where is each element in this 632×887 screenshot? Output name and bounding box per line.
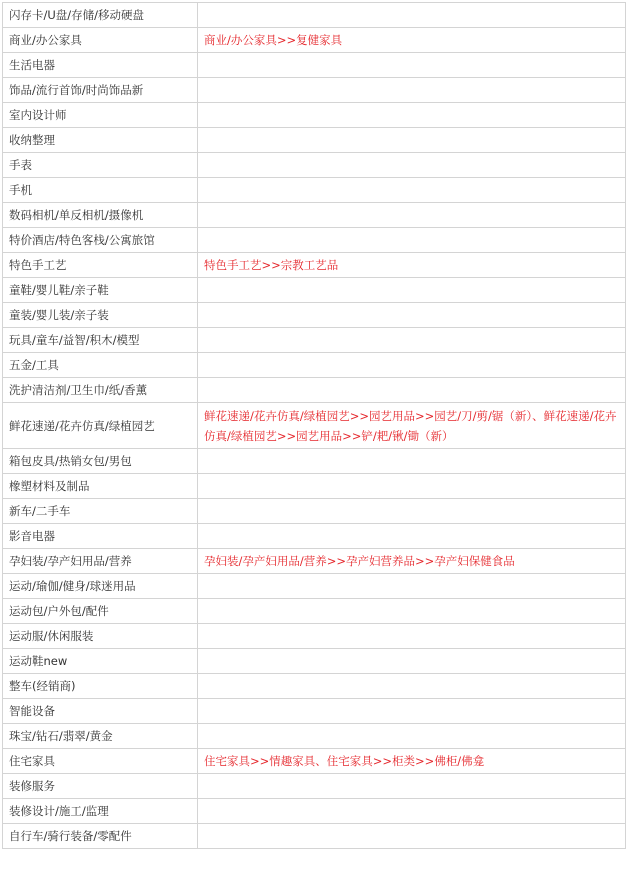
category-cell: 运动/瑜伽/健身/球迷用品 — [3, 574, 198, 599]
mapping-cell — [198, 499, 626, 524]
table-row — [3, 749, 626, 774]
category-cell: 箱包皮具/热销女包/男包 — [3, 449, 198, 474]
table-row — [3, 353, 626, 378]
mapping-cell — [198, 353, 626, 378]
mapping-cell — [198, 378, 626, 403]
category-cell: 智能设备 — [3, 699, 198, 724]
category-cell: 装修设计/施工/监理 — [3, 799, 198, 824]
category-cell: 闪存卡/U盘/存储/移动硬盘 — [3, 3, 198, 28]
mapping-cell: 孕妇装/孕产妇用品/营养>>孕产妇营养品>>孕产妇保健食品 — [198, 549, 626, 574]
mapping-cell — [198, 128, 626, 153]
table-row — [3, 378, 626, 403]
mapping-cell — [198, 474, 626, 499]
category-cell: 装修服务 — [3, 774, 198, 799]
category-cell: 收纳整理 — [3, 128, 198, 153]
table-row — [3, 328, 626, 353]
category-cell: 商业/办公家具 — [3, 28, 198, 53]
category-cell: 生活电器 — [3, 53, 198, 78]
table-row — [3, 78, 626, 103]
category-cell: 鲜花速递/花卉仿真/绿植园艺 — [3, 403, 198, 449]
table-row — [3, 774, 626, 799]
mapping-cell — [198, 599, 626, 624]
table-row — [3, 228, 626, 253]
table-row — [3, 253, 626, 278]
category-cell: 运动鞋new — [3, 649, 198, 674]
category-cell: 特色手工艺 — [3, 253, 198, 278]
mapping-cell — [198, 824, 626, 849]
category-cell: 住宅家具 — [3, 749, 198, 774]
category-cell: 新车/二手车 — [3, 499, 198, 524]
mapping-cell — [198, 328, 626, 353]
mapping-cell — [198, 303, 626, 328]
category-cell: 珠宝/钻石/翡翠/黄金 — [3, 724, 198, 749]
table-row — [3, 724, 626, 749]
mapping-cell: 鲜花速递/花卉仿真/绿植园艺>>园艺用品>>园艺/刀/剪/锯（新）、鲜花速递/花卉仿真/绿植园艺>>园艺用品>>铲/耙/锹/锄（新） — [198, 403, 626, 449]
category-cell: 运动包/户外包/配件 — [3, 599, 198, 624]
table-row — [3, 278, 626, 303]
table-row — [3, 153, 626, 178]
table-row — [3, 524, 626, 549]
category-cell: 运动服/休闲服装 — [3, 624, 198, 649]
table-row — [3, 574, 626, 599]
table-row — [3, 499, 626, 524]
mapping-cell: 商业/办公家具>>复健家具 — [198, 28, 626, 53]
table-row — [3, 624, 626, 649]
table-row — [3, 824, 626, 849]
category-cell: 玩具/童车/益智/积木/模型 — [3, 328, 198, 353]
mapping-cell — [198, 699, 626, 724]
table-row — [3, 303, 626, 328]
table-row — [3, 128, 626, 153]
table-row — [3, 53, 626, 78]
mapping-cell — [198, 674, 626, 699]
category-cell: 影音电器 — [3, 524, 198, 549]
mapping-cell — [198, 228, 626, 253]
table-row — [3, 799, 626, 824]
category-cell: 童鞋/婴儿鞋/亲子鞋 — [3, 278, 198, 303]
category-cell: 五金/工具 — [3, 353, 198, 378]
category-cell: 童装/婴儿装/亲子装 — [3, 303, 198, 328]
mapping-cell — [198, 624, 626, 649]
category-cell: 饰品/流行首饰/时尚饰品新 — [3, 78, 198, 103]
category-mapping-table — [2, 2, 626, 849]
table-row — [3, 3, 626, 28]
category-cell: 自行车/骑行装备/零配件 — [3, 824, 198, 849]
category-cell: 孕妇装/孕产妇用品/营养 — [3, 549, 198, 574]
mapping-cell — [198, 724, 626, 749]
category-cell: 特价酒店/特色客栈/公寓旅馆 — [3, 228, 198, 253]
mapping-cell — [198, 203, 626, 228]
table-row — [3, 699, 626, 724]
table-row — [3, 449, 626, 474]
table-row — [3, 674, 626, 699]
category-cell: 数码相机/单反相机/摄像机 — [3, 203, 198, 228]
table-row — [3, 599, 626, 624]
category-cell: 手表 — [3, 153, 198, 178]
category-cell: 手机 — [3, 178, 198, 203]
mapping-cell — [198, 53, 626, 78]
mapping-cell — [198, 574, 626, 599]
mapping-cell: 住宅家具>>情趣家具、住宅家具>>柜类>>佛柜/佛龛 — [198, 749, 626, 774]
mapping-cell — [198, 649, 626, 674]
table-row — [3, 649, 626, 674]
table-row — [3, 203, 626, 228]
mapping-cell — [198, 449, 626, 474]
table-row — [3, 403, 626, 449]
mapping-cell — [198, 3, 626, 28]
table-row — [3, 103, 626, 128]
table-row — [3, 178, 626, 203]
mapping-cell — [198, 153, 626, 178]
category-cell: 整车(经销商) — [3, 674, 198, 699]
mapping-cell — [198, 78, 626, 103]
mapping-cell — [198, 178, 626, 203]
category-cell: 洗护清洁剂/卫生巾/纸/香薰 — [3, 378, 198, 403]
table-row — [3, 28, 626, 53]
table-body — [3, 3, 626, 849]
category-cell: 室内设计师 — [3, 103, 198, 128]
table-row — [3, 474, 626, 499]
mapping-cell — [198, 774, 626, 799]
mapping-cell — [198, 799, 626, 824]
table-row — [3, 549, 626, 574]
mapping-cell — [198, 278, 626, 303]
category-cell: 橡塑材料及制品 — [3, 474, 198, 499]
mapping-cell — [198, 103, 626, 128]
mapping-cell — [198, 524, 626, 549]
mapping-cell: 特色手工艺>>宗教工艺品 — [198, 253, 626, 278]
